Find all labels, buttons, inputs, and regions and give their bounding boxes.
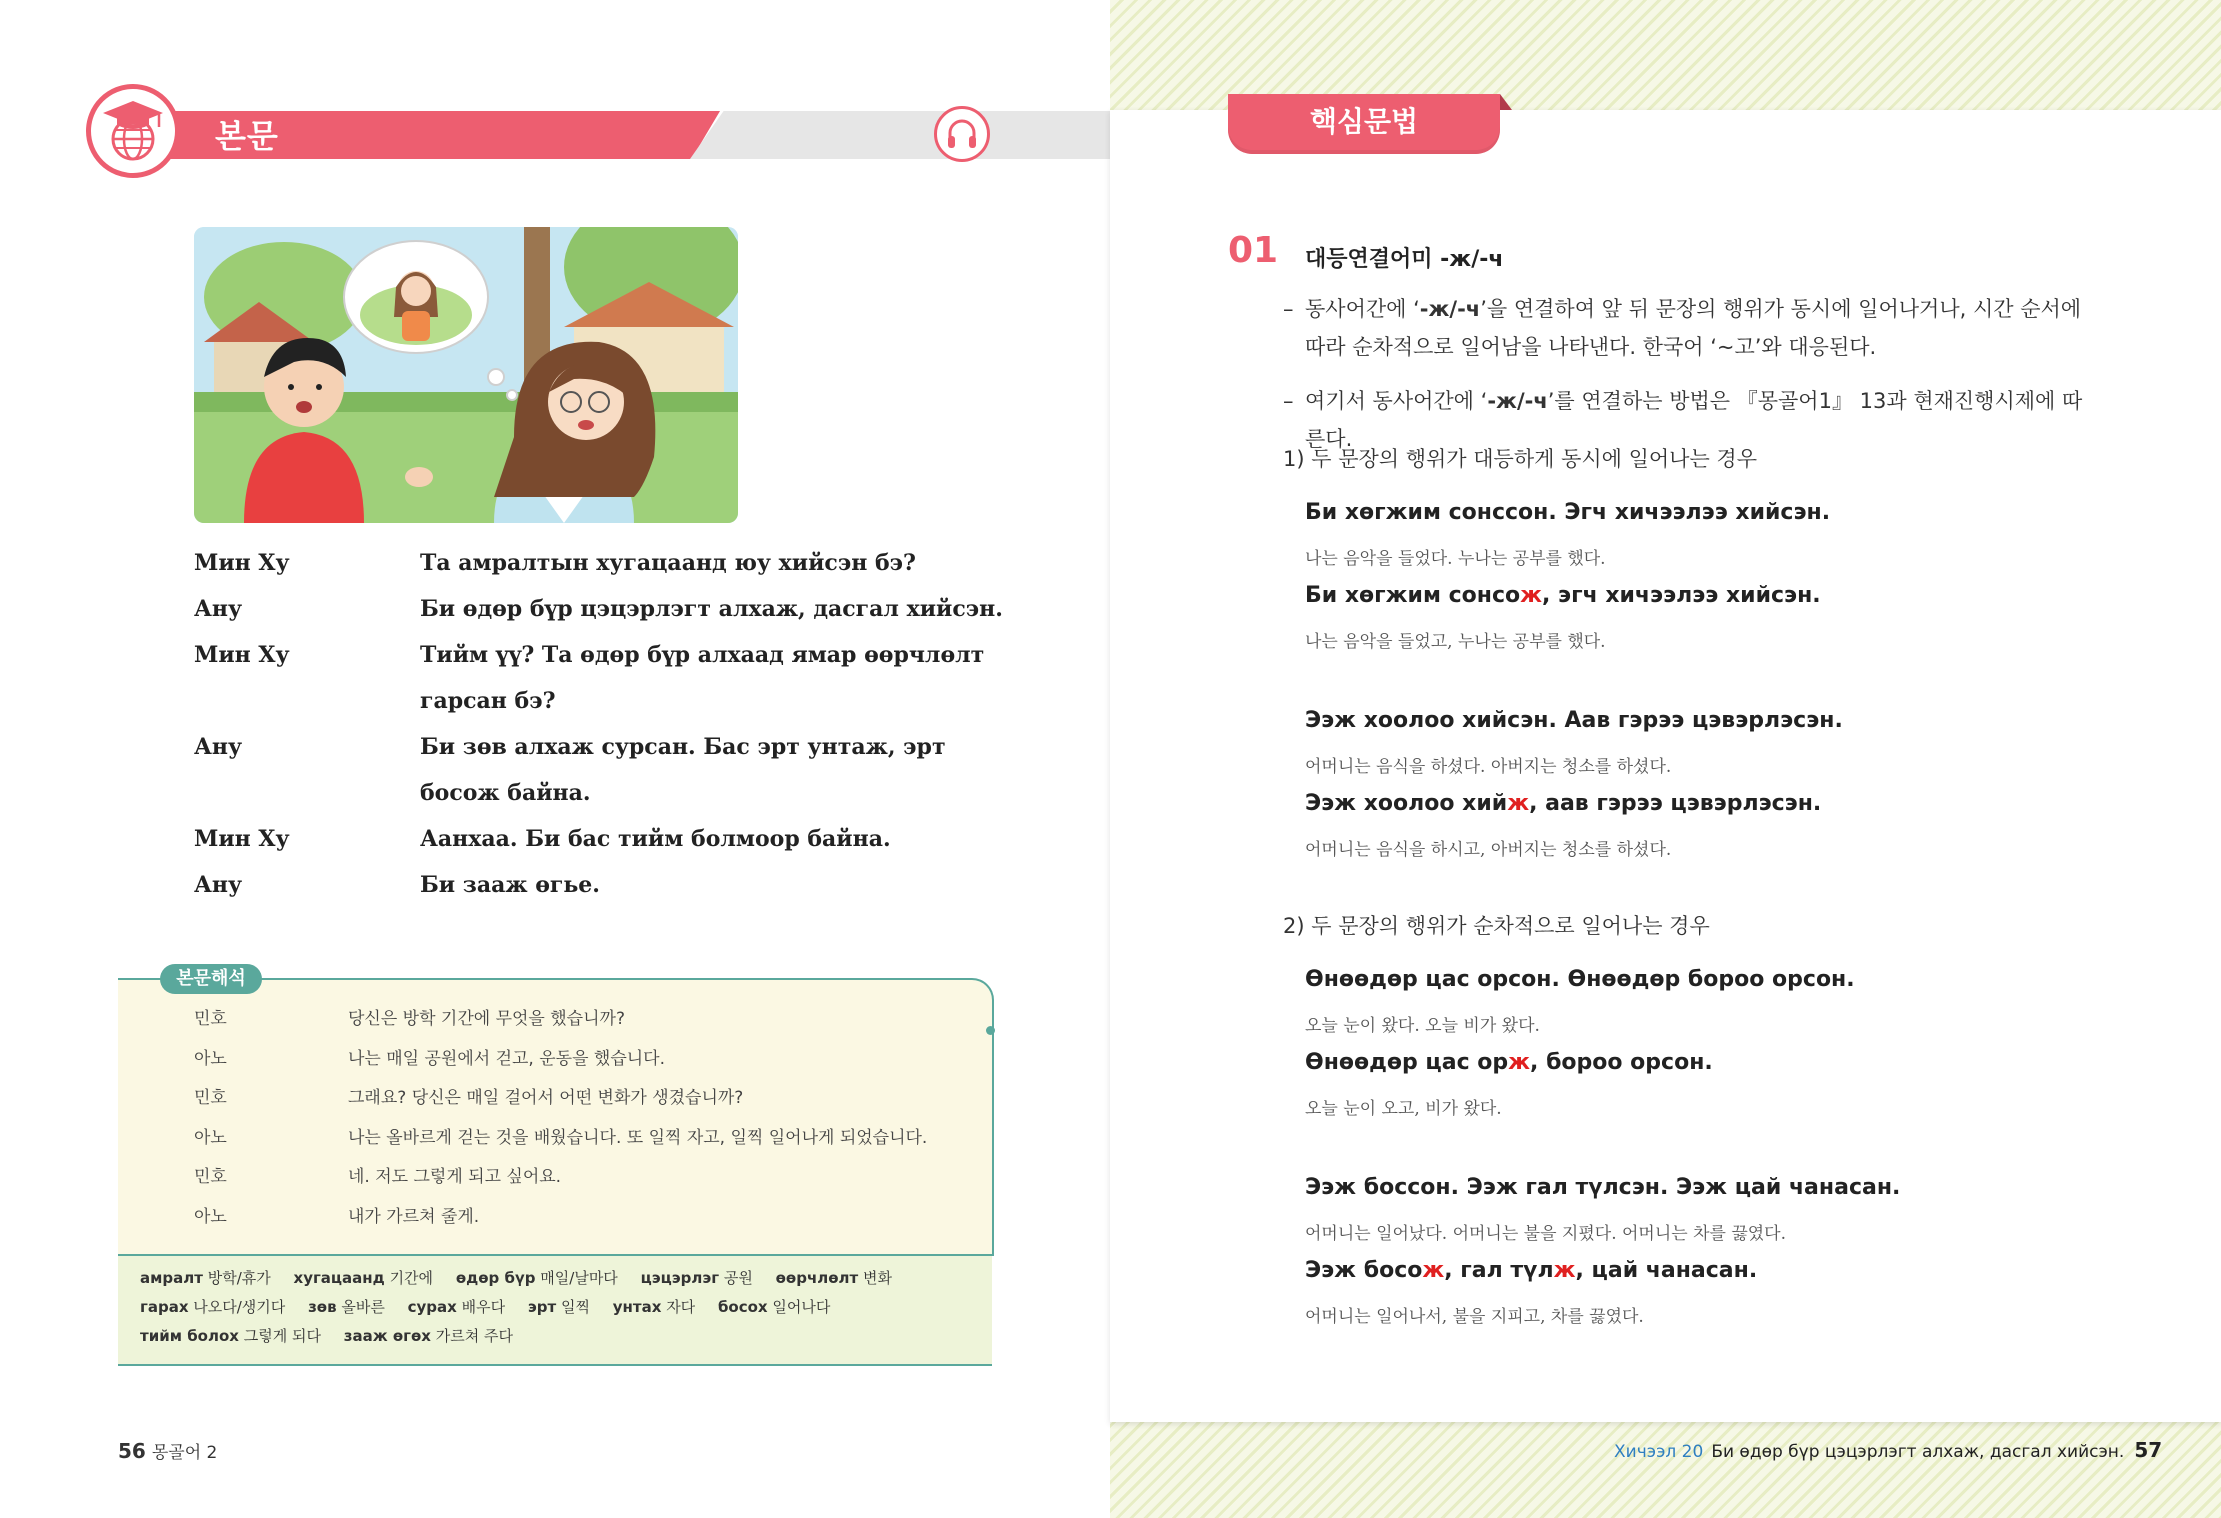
vocab-meaning: 변화 (863, 1269, 893, 1287)
vocab-meaning: 배우다 (461, 1298, 506, 1316)
vocab-meaning: 가르쳐 주다 (435, 1327, 513, 1345)
example-korean: 오늘 눈이 오고, 비가 왔다. (1305, 1099, 1502, 1119)
example-mongolian (1305, 1050, 1713, 1075)
lesson-title: Би өдөр бүр цэцэрлэгт алхаж, дасгал хийсэн. (1711, 1442, 2125, 1462)
subheading-1: 1) 두 문장의 행위가 대등하게 동시에 일어나는 경우 (1283, 447, 1757, 471)
example-mongolian (1305, 583, 1821, 608)
sentence-part: Ээж хоолоо хий (1305, 791, 1508, 816)
sentence-part: , цай чанасан. (1575, 1258, 1758, 1283)
translation-row (194, 1079, 994, 1119)
vocab-word: сурах (407, 1298, 457, 1316)
highlighted-suffix: ж (1553, 1258, 1576, 1283)
vocab-meaning: 올바른 (341, 1298, 385, 1316)
sentence-part: , эгч хичээлээ хийсэн. (1542, 583, 1821, 608)
example-mongolian (1305, 708, 1843, 733)
page-number: 57 (2134, 1438, 2163, 1462)
translation-row (194, 1000, 994, 1040)
vocab-word: эрт (527, 1298, 557, 1316)
sentence-part: Ээж боссон. Ээж гал түлсэн. Ээж цай чанасан. (1305, 1175, 1901, 1200)
example-mongolian (1305, 967, 1855, 992)
example-mongolian (1305, 791, 1821, 816)
sentence-part: Би хөгжим сонссон. Эгч хичээлээ хийсэн. (1305, 500, 1831, 525)
dialogue-line: Би зөв алхаж сурсан. Бас эрт унтаж, эрт босож байна. (420, 734, 946, 806)
sentence-part: Ээж босо (1305, 1258, 1423, 1283)
dialogue-speaker: Мин Ху (194, 550, 290, 576)
sentence-part: Би хөгжим сонсо (1305, 583, 1521, 608)
example-mongolian (1305, 1258, 1757, 1283)
graduation-cap-globe-icon (86, 84, 180, 178)
vocab-word: өдөр бүр (455, 1269, 536, 1287)
dialogue-speaker: Ану (194, 734, 243, 760)
translation-row (194, 1119, 994, 1159)
dialogue-speaker: Мин Ху (194, 642, 290, 668)
example-korean: 어머니는 음식을 하시고, 아버지는 청소를 하셨다. (1305, 840, 1672, 860)
translation-list (194, 1000, 994, 1238)
page-footer-right (1614, 1438, 2162, 1462)
lesson-number: Хичээл 20 (1614, 1442, 1704, 1462)
translation-speaker: 민호 (194, 1009, 227, 1029)
example-mongolian (1305, 500, 1830, 525)
dialogue-row (194, 862, 1014, 908)
dialogue-line: Тийм үү? Та өдөр бүр алхаад ямар өөрчлөлт гарсан бэ? (420, 642, 985, 714)
dialogue-row (194, 724, 1014, 816)
vocab-meaning: 자다 (666, 1298, 696, 1316)
vocab-meaning: 그렇게 되다 (243, 1327, 321, 1345)
vocab-meaning: 공원 (723, 1269, 753, 1287)
grammar-number: 01 (1228, 230, 1279, 271)
example-korean: 어머니는 음식을 하셨다. 아버지는 청소를 하셨다. (1305, 757, 1672, 777)
vocab-meaning: 기간에 (389, 1269, 434, 1287)
dialogue-row (194, 816, 1014, 862)
example-korean: 어머니는 일어나서, 불을 지피고, 차를 끓였다. (1305, 1307, 1644, 1327)
example-korean: 오늘 눈이 왔다. 오늘 비가 왔다. (1305, 1016, 1540, 1036)
highlighted-suffix: ж (1507, 791, 1530, 816)
translation-line: 그래요? 당신은 매일 걸어서 어떤 변화가 생겼습니까? (348, 1088, 744, 1109)
example-korean: 어머니는 일어났다. 어머니는 불을 지폈다. 어머니는 차를 끓였다. (1305, 1224, 1787, 1244)
vocab-word: өөрчлөлт (775, 1269, 859, 1287)
dialogue-row (194, 586, 1014, 632)
sentence-part: , бороо орсон. (1530, 1050, 1713, 1075)
dialogue-line: Би зааж өгье. (420, 872, 600, 898)
translation-speaker: 아노 (194, 1048, 227, 1069)
vocab-word: босох (717, 1298, 768, 1316)
vocab-meaning: 일어나다 (772, 1298, 831, 1316)
translation-speaker: 아노 (194, 1127, 227, 1148)
dialogue-row (194, 632, 1014, 724)
translation-speaker: 민호 (194, 1088, 227, 1109)
translation-line: 나는 매일 공원에서 걷고, 운동을 했습니다. (348, 1048, 666, 1069)
highlighted-suffix: ж (1520, 583, 1543, 608)
vocab-word: тийм болох (140, 1327, 239, 1345)
subheading-2: 2) 두 문장의 행위가 순차적으로 일어나는 경우 (1283, 914, 1710, 938)
translation-label: 본문해석 (160, 964, 262, 994)
sentence-part: Ээж хоолоо хийсэн. Аав гэрээ цэвэрлэсэн. (1305, 708, 1843, 733)
vocabulary-row (140, 1322, 980, 1351)
grammar-title: 대등연결어미 -ж/-ч (1305, 247, 1504, 272)
vocab-word: унтах (612, 1298, 662, 1316)
vocab-word: амралт (140, 1269, 203, 1287)
sentence-part: Өнөөдөр цас орсон. Өнөөдөр бороо орсон. (1305, 967, 1855, 992)
dash-bullet: – (1283, 389, 1294, 413)
description-text: 동사어간에 ‘-ж/-ч’을 연결하여 앞 뒤 문장의 행위가 동시에 일어나거나, 시간 순서에 따라 순차적으로 일어남을 나타낸다. 한국어 ‘∼고’와 대응된다. (1305, 297, 2082, 359)
vocab-meaning: 매일/날마다 (540, 1269, 618, 1287)
dialogue-row (194, 540, 1014, 586)
header-band-gray (690, 111, 1110, 159)
highlighted-suffix: ж (1422, 1258, 1445, 1283)
vocabulary-row (140, 1293, 980, 1322)
translation-speaker: 아노 (194, 1206, 227, 1227)
translation-line: 네. 저도 그렇게 되고 싶어요. (348, 1167, 562, 1188)
translation-row (194, 1198, 994, 1238)
page-number: 56 (118, 1439, 146, 1463)
highlighted-suffix: ж (1508, 1050, 1531, 1075)
translation-line: 내가 가르쳐 줄게. (348, 1206, 480, 1227)
vocabulary-row (140, 1264, 980, 1293)
translation-line: 당신은 방학 기간에 무엇을 했습니까? (348, 1009, 625, 1029)
dialogue-speaker: Ану (194, 596, 243, 622)
dialogue-line: Аанхаа. Би бас тийм болмоор байна. (420, 826, 891, 852)
dash-bullet: – (1283, 297, 1294, 321)
grammar-tab: 핵심문법 (1228, 94, 1500, 154)
vocab-meaning: 일찍 (561, 1298, 590, 1316)
sentence-part: , гал түл (1444, 1258, 1554, 1283)
description-item (1283, 290, 2083, 366)
example-mongolian (1305, 1175, 1900, 1200)
translation-row (194, 1158, 994, 1198)
sentence-part: , аав гэрээ цэвэрлэсэн. (1529, 791, 1822, 816)
vocab-meaning: 나오다/생기다 (193, 1298, 286, 1316)
dialogue-line: Би өдөр бүр цэцэрлэгт алхаж, дасгал хийсэн. (420, 596, 1003, 622)
vocabulary-list (140, 1264, 980, 1351)
headphones-icon[interactable] (934, 106, 990, 162)
vocab-word: хугацаанд (293, 1269, 385, 1287)
book-title: 몽골어 2 (151, 1443, 218, 1463)
description-text: 여기서 동사어간에 ‘-ж/-ч’를 연결하는 방법은 『몽골어1』 13과 현재진행시제에 따른다. (1305, 389, 2083, 451)
translation-speaker: 민호 (194, 1167, 227, 1188)
example-korean: 나는 음악을 들었고, 누나는 공부를 했다. (1305, 632, 1606, 652)
example-korean: 나는 음악을 들었다. 누나는 공부를 했다. (1305, 549, 1606, 569)
vocab-word: зааж өгөх (343, 1327, 431, 1345)
translation-row (194, 1040, 994, 1080)
dialogue-line: Та амралтын хугацаанд юу хийсэн бэ? (420, 550, 916, 576)
page-footer-left (118, 1438, 217, 1463)
vocab-meaning: 방학/휴가 (207, 1269, 271, 1287)
vocab-word: цэцэрлэг (640, 1269, 720, 1287)
dialogue-speaker: Ану (194, 872, 243, 898)
dialogue-speaker: Мин Ху (194, 826, 290, 852)
dialogue (194, 540, 1014, 908)
vocab-word: зөв (308, 1298, 337, 1316)
translation-line: 나는 올바르게 걷는 것을 배웠습니다. 또 일찍 자고, 일찍 일어나게 되었습니다. (348, 1127, 928, 1148)
dialogue-illustration (194, 227, 738, 523)
section-title: 본문 (215, 117, 279, 155)
sentence-part: Өнөөдөр цас ор (1305, 1050, 1509, 1075)
vocab-word: гарах (140, 1298, 189, 1316)
